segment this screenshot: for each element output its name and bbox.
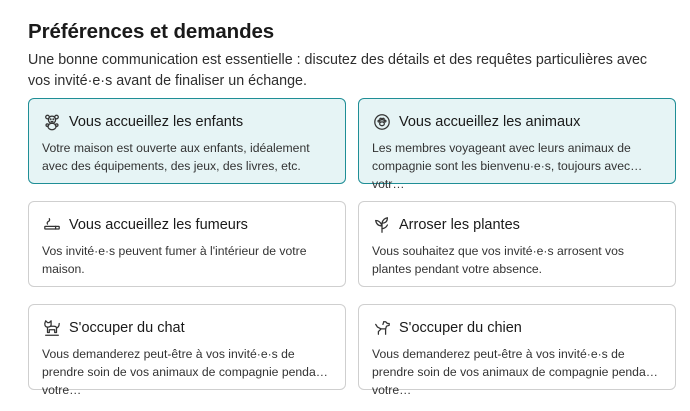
section-subtitle: Une bonne communication est essentielle : discutez des détails et des requêtes particulières avec vos invité·e·s avant de finaliser un échange.	[28, 52, 648, 89]
card-description: Votre maison est ouverte aux enfants, idéalement avec des équipements, des jeux, des livres, etc.	[42, 141, 310, 173]
cigarette-icon	[42, 215, 62, 235]
card-title: Arroser les plantes	[399, 217, 520, 233]
dog-icon	[372, 318, 392, 338]
card-description: Vous demanderez peut-être à vos invité·e·s de prendre soin de vos animaux de compagnie pendant votre…	[372, 347, 656, 397]
card-description: Vous souhaitez que vos invité·e·s arrosent vos plantes pendant votre absence.	[372, 244, 625, 276]
card-description: Vos invité·e·s peuvent fumer à l'intérieur de votre maison.	[42, 244, 307, 276]
paw-print-icon	[372, 112, 392, 132]
card-title: Vous accueillez les fumeurs	[69, 217, 248, 233]
card-title: Vous accueillez les enfants	[69, 114, 244, 130]
section-title: Préférences et demandes	[28, 20, 275, 43]
card-description: Les membres voyageant avec leurs animaux de compagnie sont les bienvenu·e·s, toujours avec votr…	[372, 141, 631, 191]
preference-card-dog[interactable]	[358, 304, 676, 397]
preference-card-cat[interactable]	[28, 304, 346, 397]
preference-card-plants[interactable]	[358, 201, 676, 287]
cat-icon	[42, 318, 62, 338]
preference-card-smokers[interactable]	[28, 201, 346, 287]
plant-icon	[372, 215, 392, 235]
preference-card-children[interactable]	[28, 98, 346, 184]
teddy-bear-icon	[42, 112, 62, 132]
card-description: Vous demanderez peut-être à vos invité·e·s de prendre soin de vos animaux de compagnie pendant votre…	[42, 347, 326, 397]
preference-card-pets[interactable]	[358, 98, 676, 191]
card-title: S'occuper du chat	[69, 320, 185, 336]
card-title: S'occuper du chien	[399, 320, 522, 336]
card-title: Vous accueillez les animaux	[399, 114, 581, 130]
